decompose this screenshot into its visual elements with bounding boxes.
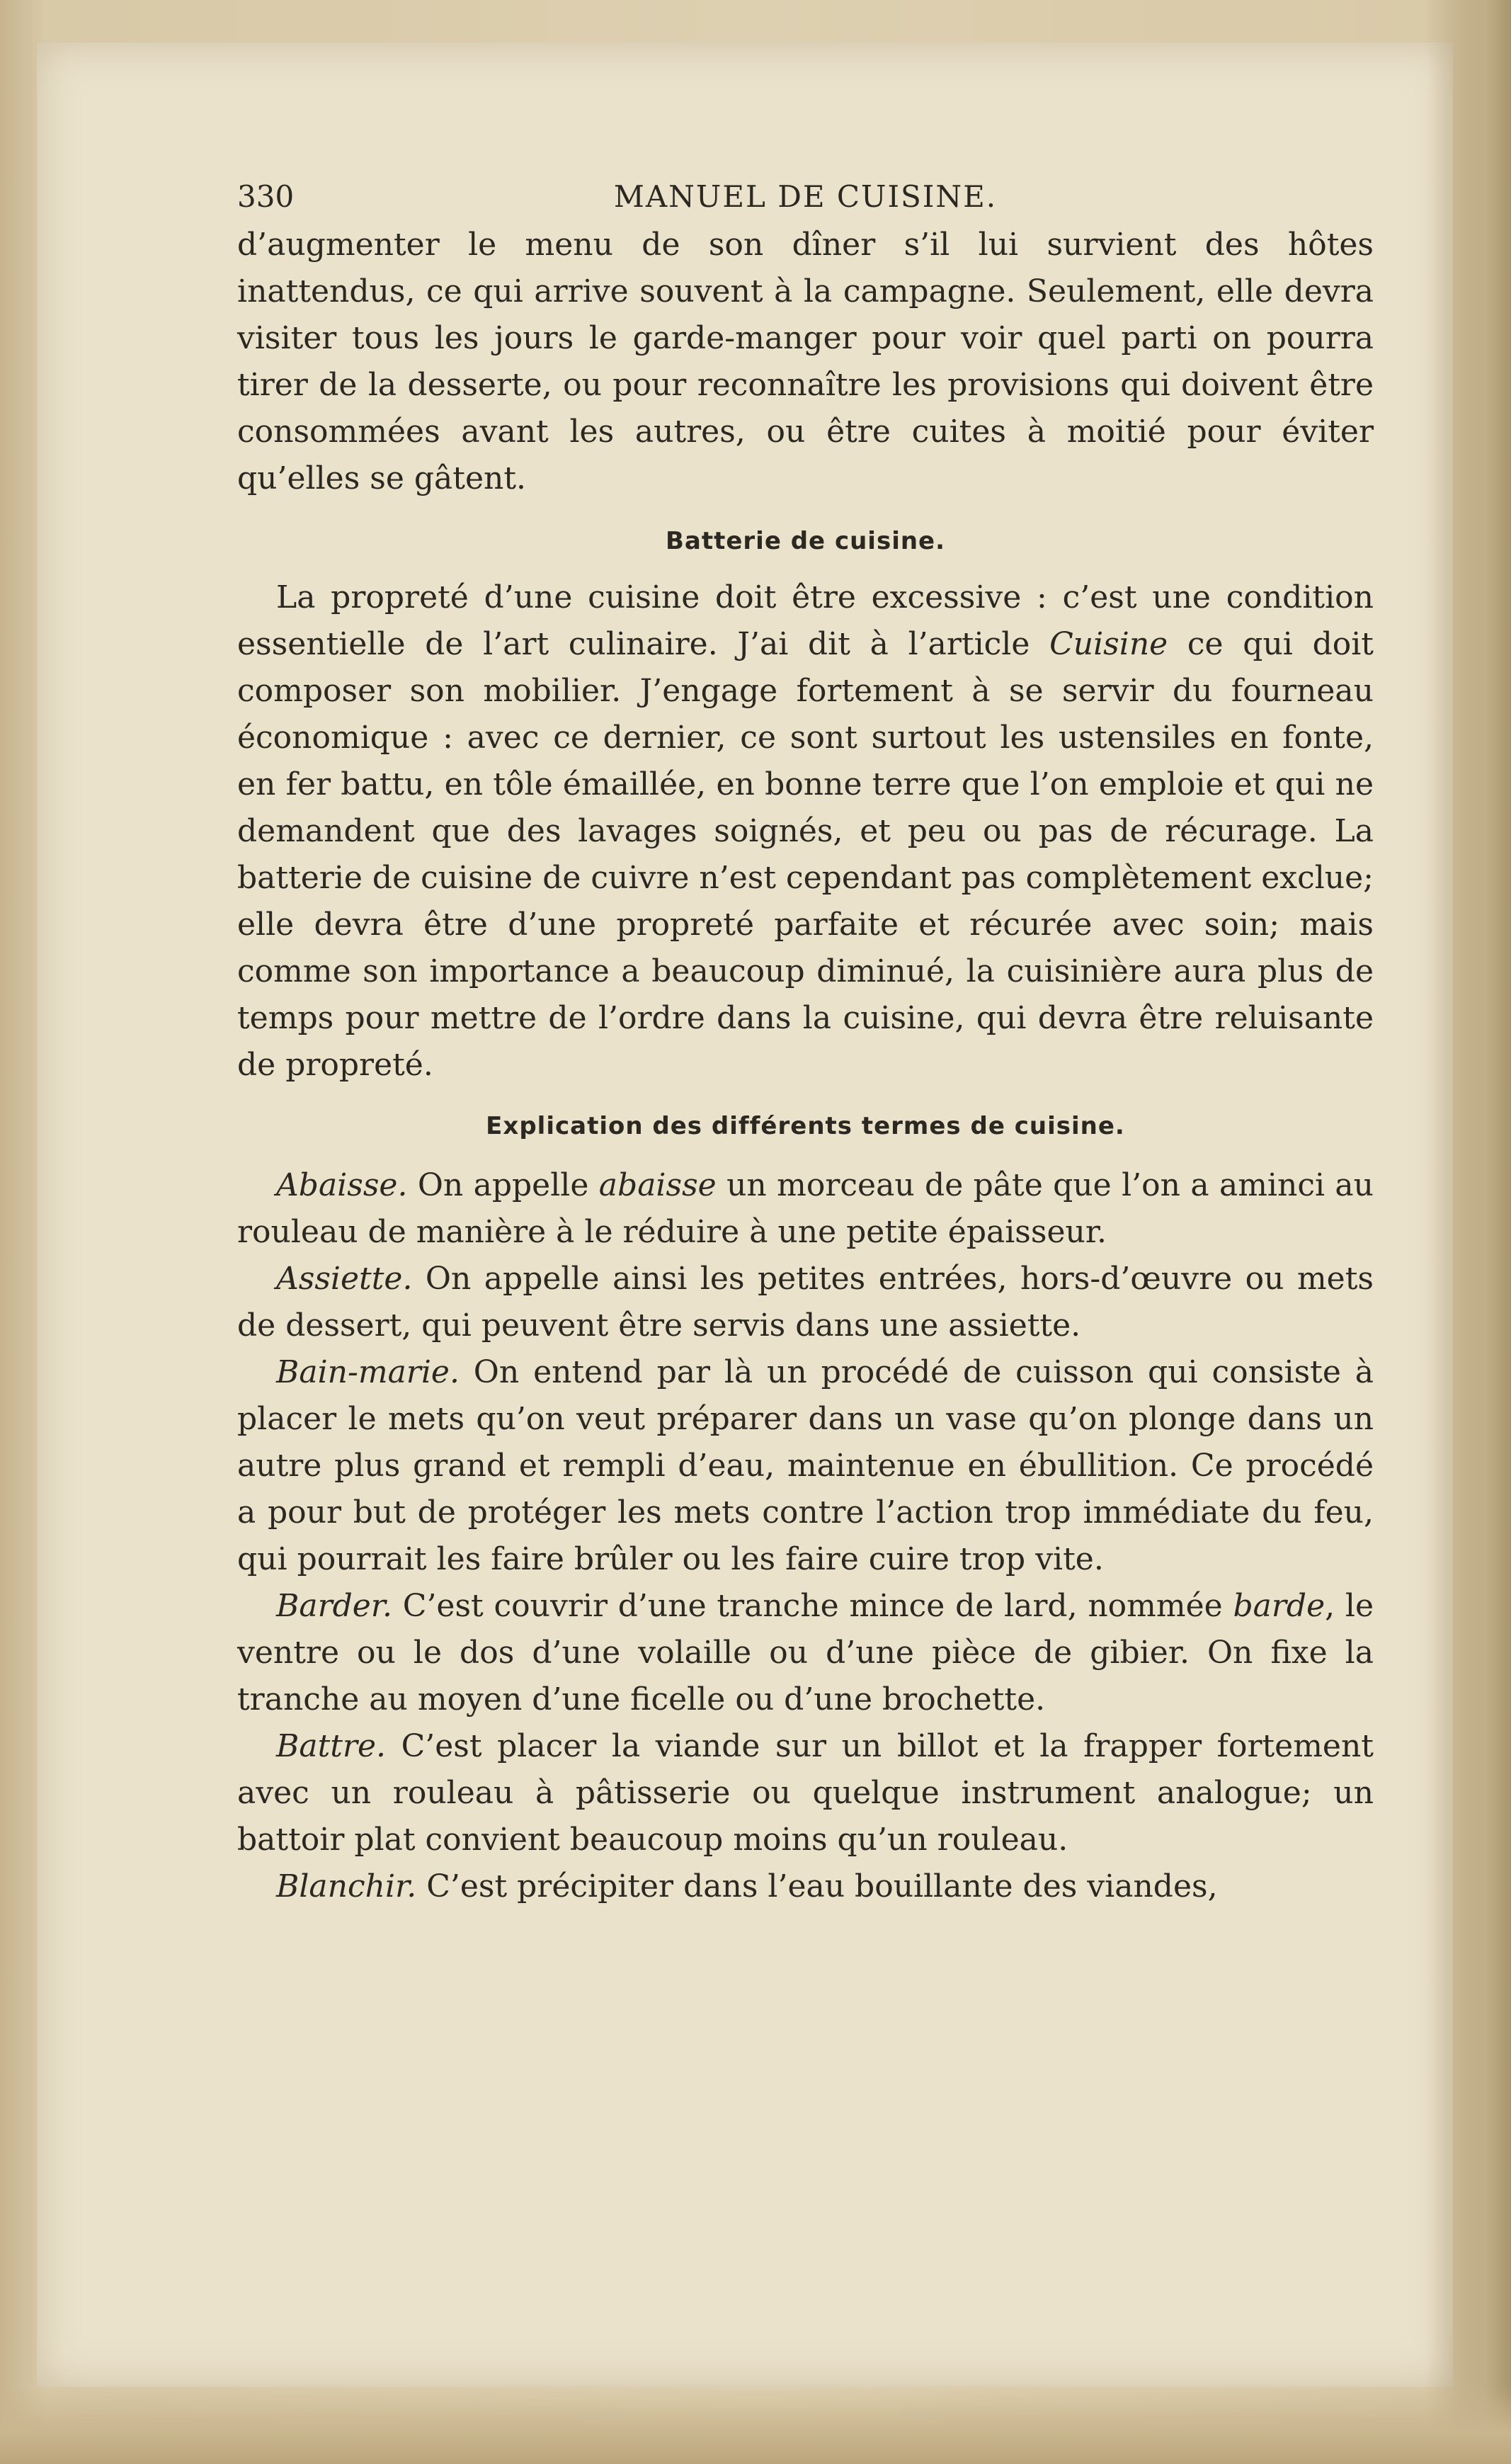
page-bottom-shadow bbox=[0, 2386, 1511, 2464]
entry-term: Blanchir. bbox=[276, 1868, 417, 1904]
entry-text-start: C’est couvrir d’une tranche mince de lard, nommée bbox=[392, 1588, 1233, 1624]
entry-text-start: On entend par là un procédé de cuisson qui consiste à placer le mets qu’on veut préparer dans un vase qu’on plonge dans un autre plus grand et rempli d’eau, maintenue en ébullition. Ce procédé a pour but de protéger les mets contre l’action trop immédiate du feu, qui pourrait les faire brûler ou les faire cuire trop vite. bbox=[237, 1354, 1374, 1577]
entry-abaisse bbox=[237, 1162, 1374, 1256]
cuisine-reference: Cuisine bbox=[1049, 626, 1168, 662]
entry-assiette bbox=[237, 1256, 1374, 1349]
entry-text-start: On appelle ainsi les petites entrées, hors-d’œuvre ou mets de dessert, qui peuvent être servis dans une assiette. bbox=[237, 1261, 1374, 1344]
entry-term: Assiette. bbox=[276, 1261, 413, 1297]
entry-blanchir bbox=[237, 1863, 1374, 1910]
entry-term: Bain-marie. bbox=[276, 1354, 460, 1390]
section-heading-batterie: Batterie de cuisine. bbox=[665, 527, 946, 555]
entry-text-end: un morceau de pâte que l’on a aminci au rouleau de manière à le réduire à une petite épaisseur. bbox=[237, 1167, 1374, 1250]
entry-text-start: C’est placer la viande sur un billot et la frapper fortement avec un rouleau à pâtisserie ou quelque instrument analogue; un battoir plat convient beaucoup moins qu’un rouleau. bbox=[237, 1728, 1374, 1858]
running-head: MANUEL DE CUISINE. bbox=[613, 179, 998, 214]
page-number: 330 bbox=[237, 179, 295, 214]
entry-text-start: C’est précipiter dans l’eau bouillante des viandes, bbox=[416, 1868, 1218, 1904]
entry-inline-term: abaisse bbox=[598, 1167, 717, 1203]
entry-inline-term: barde bbox=[1233, 1588, 1325, 1624]
intro-paragraph: d’augmenter le menu de son dîner s’il lui survient des hôtes inattendus, ce qui arrive souvent à la campagne. Seulement, elle devra visiter tous les jours le garde-manger pour voir quel parti on pourra tirer de la desserte, ou pour reconnaître les provisions qui doivent être consommées avant les autres, ou être cuites à moitié pour éviter qu’elles se gâtent. bbox=[237, 227, 1374, 496]
page-header bbox=[237, 174, 1374, 220]
page-text-block bbox=[237, 174, 1374, 1910]
section-heading-termes: Explication des différents termes de cuisine. bbox=[486, 1112, 1125, 1140]
entry-term: Battre. bbox=[276, 1728, 386, 1764]
page-edge-shadow bbox=[1426, 0, 1511, 2464]
entry-bain-marie bbox=[237, 1349, 1374, 1583]
entry-battre bbox=[237, 1723, 1374, 1863]
entry-term: Barder. bbox=[276, 1588, 392, 1624]
batterie-text-start: La propreté d’une cuisine doit être excessive : c’est une condition essentielle de l’art culinaire. J’ai dit à l’article bbox=[237, 579, 1374, 662]
batterie-paragraph bbox=[237, 574, 1374, 1089]
entry-barder bbox=[237, 1583, 1374, 1723]
entry-text-start: On appelle bbox=[407, 1167, 599, 1203]
entry-text-end: , le ventre ou le dos d’une volaille ou d’une pièce de gibier. On fixe la tranche au moyen d’une ficelle ou d’une brochette. bbox=[237, 1588, 1374, 1718]
batterie-text-end: ce qui doit composer son mobilier. J’engage fortement à se servir du fourneau économique : avec ce dernier, ce sont surtout les ustensiles en fonte, en fer battu, en tôle émaillée, en bonne terre que l’on emploie et qui ne demandent que des lavages soignés, et peu ou pas de récurage. La batterie de cuisine de cuivre n’est cependant pas complètement exclue; elle devra être d’une propreté parfaite et récurée avec soin; mais comme son importance a beaucoup diminué, la cuisinière aura plus de temps pour mettre de l’ordre dans la cuisine, qui devra être reluisante de propreté. bbox=[237, 626, 1374, 1083]
entry-term: Abaisse. bbox=[276, 1167, 408, 1203]
